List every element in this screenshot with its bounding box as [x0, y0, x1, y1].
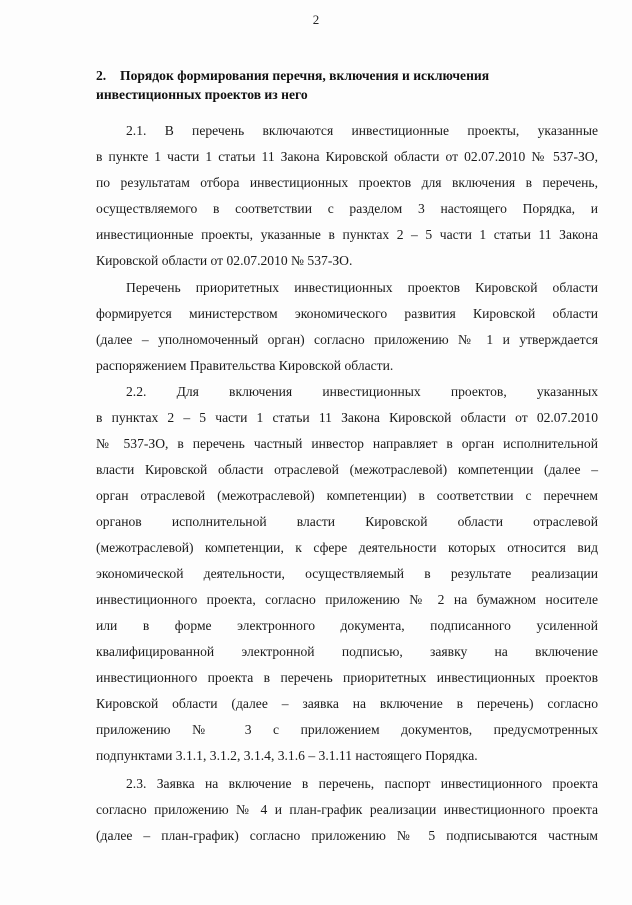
text-line: или в форме электронного документа, подписанного усиленной — [96, 618, 598, 633]
section-title-line-1: Порядок формирования перечня, включения и исключения — [120, 68, 490, 83]
text-line: экономической деятельности, осуществляемый в результате реализации — [96, 566, 598, 581]
text-line: согласно приложению № 4 и план-график реализации инвестиционного проекта — [96, 802, 598, 817]
text-line: (межотраслевой) компетенции, к сфере деятельности которых относится вид — [96, 540, 598, 555]
text-line: распоряжением Правительства Кировской области. — [96, 358, 394, 373]
text-line: Перечень приоритетных инвестиционных проектов Кировской области — [126, 280, 598, 295]
text-line: квалифицированной электронной подписью, заявку на включение — [96, 644, 598, 659]
text-line: 2.2. Для включения инвестиционных проектов, указанных — [126, 384, 598, 399]
text-line: 2.3. Заявка на включение в перечень, паспорт инвестиционного проекта — [126, 776, 598, 791]
text-line: инвестиционные проекты, указанные в пунктах 2 – 5 части 1 статьи 11 Закона — [96, 227, 598, 242]
text-line: инвестиционного проекта в перечень приоритетных инвестиционных проектов — [96, 670, 598, 685]
text-line: орган отраслевой (межотраслевой) компетенции) в соответствии с перечнем — [96, 488, 598, 503]
text-line: Кировской области от 02.07.2010 № 537-ЗО. — [96, 253, 353, 268]
text-line: подпунктами 3.1.1, 3.1.2, 3.1.4, 3.1.6 – 3.1.11 настоящего Порядка. — [96, 748, 478, 763]
section-number: 2. — [96, 68, 107, 83]
text-line: осуществляемого в соответствии с разделом 3 настоящего Порядка, и — [96, 201, 598, 216]
text-line: органов исполнительной власти Кировской области отраслевой — [96, 514, 598, 529]
text-line: 2.1. В перечень включаются инвестиционные проекты, указанные — [126, 123, 598, 138]
text-line: инвестиционного проекта, согласно приложению № 2 на бумажном носителе — [96, 592, 598, 607]
text-line: (далее – уполномоченный орган) согласно приложению № 1 и утверждается — [96, 332, 598, 347]
text-line: Кировской области (далее – заявка на включение в перечень) согласно — [96, 696, 598, 711]
text-line: приложению № 3 с приложением документов, предусмотренных — [96, 722, 598, 737]
text-line: № 537-ЗО, в перечень частный инвестор направляет в орган исполнительной — [96, 436, 598, 451]
section-heading — [96, 66, 596, 104]
text-line: (далее – план-график) согласно приложению № 5 подписываются частным — [96, 828, 598, 843]
text-line: власти Кировской области отраслевой (межотраслевой) компетенции (далее – — [96, 462, 598, 477]
text-line: в пункте 1 части 1 статьи 11 Закона Кировской области от 02.07.2010 № 537-ЗО, — [96, 149, 598, 164]
text-line: формируется министерством экономического развития Кировской области — [96, 306, 598, 321]
page-number: 2 — [312, 12, 320, 27]
text-line: по результатам отбора инвестиционных проектов для включения в перечень, — [96, 175, 598, 190]
text-line: в пунктах 2 – 5 части 1 статьи 11 Закона Кировской области от 02.07.2010 — [96, 410, 598, 425]
section-title-line-2: инвестиционных проектов из него — [96, 87, 308, 102]
